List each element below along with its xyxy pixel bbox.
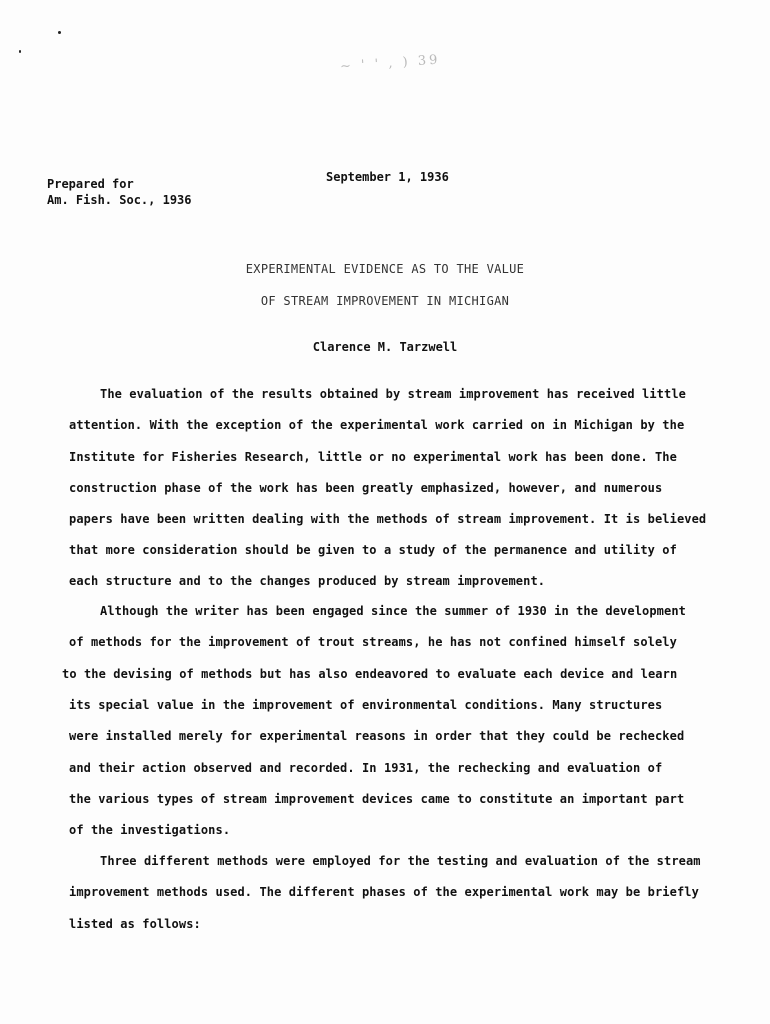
body-line: listed as follows: (69, 917, 201, 931)
body-line: to the devising of methods but has also endeavored to evaluate each device and learn (62, 667, 678, 681)
prepared-for-block (47, 176, 192, 208)
scan-speck (19, 50, 21, 53)
faint-stamp-mark: ~ ' ' , ) 39 (339, 52, 441, 75)
body-line: papers have been written dealing with the methods of stream improvement. It is believed (69, 512, 707, 526)
body-line: each structure and to the changes produced by stream improvement. (69, 574, 546, 588)
body-line: the various types of stream improvement devices came to constitute an important part (69, 792, 685, 806)
scan-speck (58, 31, 61, 34)
body-line: attention. With the exception of the experimental work carried on in Michigan by the (69, 418, 685, 432)
body-line: Although the writer has been engaged since the summer of 1930 in the development (100, 604, 686, 618)
body-line: Three different methods were employed for the testing and evaluation of the stream (100, 854, 701, 868)
title-line-2: OF STREAM IMPROVEMENT IN MICHIGAN (260, 294, 510, 308)
prepared-for-line: Prepared for (47, 177, 134, 191)
author-name: Clarence M. Tarzwell (312, 340, 458, 354)
body-line: its special value in the improvement of environmental conditions. Many structures (69, 698, 663, 712)
society-line: Am. Fish. Soc., 1936 (47, 193, 192, 207)
body-line: construction phase of the work has been greatly emphasized, however, and numerous (69, 481, 663, 495)
body-line: Institute for Fisheries Research, little or no experimental work has been done. The (69, 450, 677, 464)
body-line: were installed merely for experimental reasons in order that they could be rechecked (69, 729, 685, 743)
body-line: of the investigations. (69, 823, 231, 837)
body-line: that more consideration should be given to a study of the permanence and utility of (69, 543, 677, 557)
document-date: September 1, 1936 (326, 170, 449, 184)
body-line: The evaluation of the results obtained by stream improvement has received little (100, 387, 686, 401)
title-line-1: EXPERIMENTAL EVIDENCE AS TO THE VALUE (245, 262, 525, 276)
body-line: of methods for the improvement of trout streams, he has not confined himself solely (69, 635, 677, 649)
body-line: improvement methods used. The different phases of the experimental work may be briefly (69, 885, 699, 899)
body-line: and their action observed and recorded. In 1931, the rechecking and evaluation of (69, 761, 663, 775)
